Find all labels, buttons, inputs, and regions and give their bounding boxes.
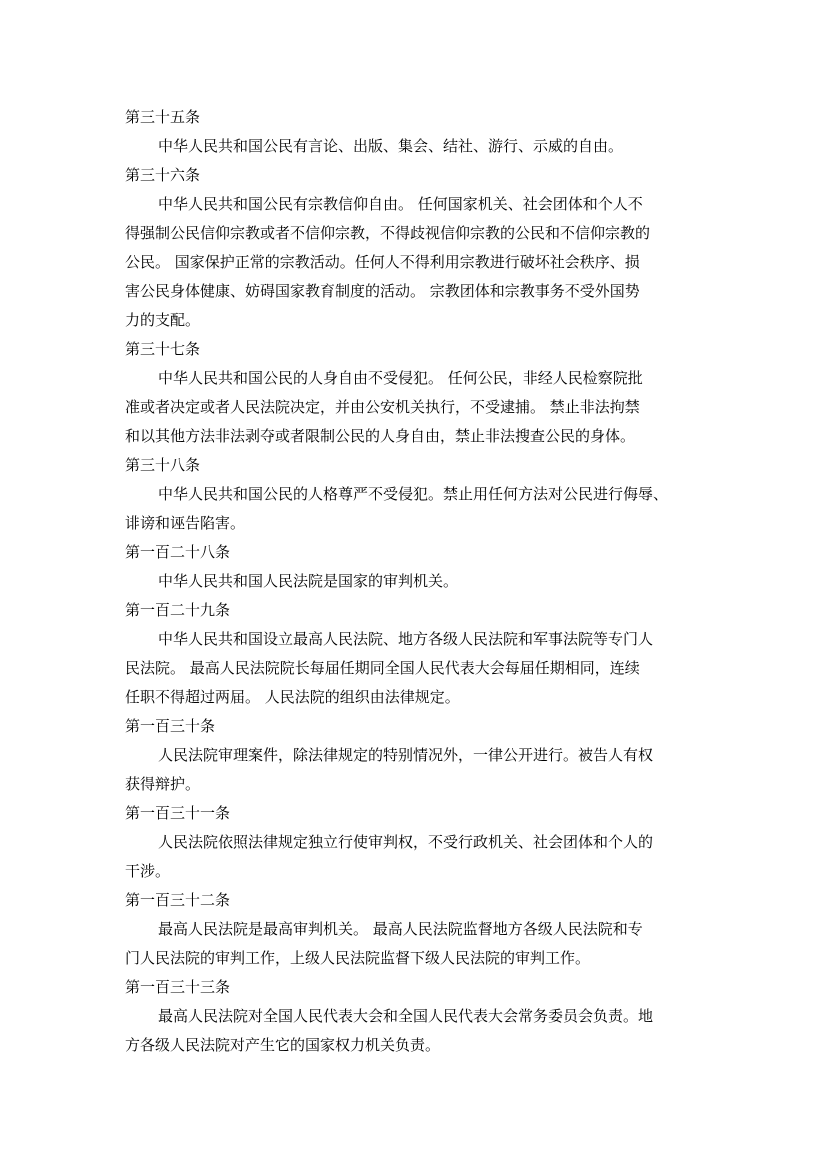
article-133 [125,973,705,1060]
article-38 [125,451,705,538]
article-heading: 第一百二十九条 [125,601,231,619]
article-130 [125,712,705,799]
article-text-line: 公民。 国家保护正常的宗教活动。任何人不得利用宗教进行破坏社会秩序、损 [125,253,640,271]
article-heading: 第三十五条 [125,108,201,126]
article-heading: 第三十六条 [125,166,201,184]
article-text-line: 人民法院依照法律规定独立行使审判权，不受行政机关、社会团体和个人的 [158,833,654,851]
article-37 [125,335,705,451]
article-129 [125,596,705,712]
article-heading: 第一百三十一条 [125,804,231,822]
article-35 [125,103,705,161]
article-text-line: 中华人民共和国人民法院是国家的审判机关。 [158,572,459,590]
article-text-line: 干涉。 [125,862,171,880]
article-text-line: 人民法院审理案件，除法律规定的特别情况外，一律公开进行。被告人有权 [158,746,654,764]
article-text-line: 民法院。 最高人民法院院长每届任期同全国人民代表大会每届任期相同，连续 [125,659,640,677]
article-text-line: 诽谤和诬告陷害。 [125,514,246,532]
article-text-line: 最高人民法院对全国人民代表大会和全国人民代表大会常务委员会负责。地 [158,1007,654,1025]
article-text-line: 害公民身体健康、妨碍国家教育制度的活动。 宗教团体和宗教事务不受外国势 [125,282,640,300]
article-heading: 第三十七条 [125,340,201,358]
article-36 [125,161,705,335]
article-text-line: 力的支配。 [125,311,201,329]
article-text-line: 和以其他方法非法剥夺或者限制公民的人身自由，禁止非法搜查公民的身体。 [125,427,636,445]
article-text-line: 中华人民共和国公民的人格尊严不受侵犯。禁止用任何方法对公民进行侮辱、 [158,485,669,503]
article-text-line: 中华人民共和国公民有言论、出版、集会、结社、游行、示威的自由。 [158,137,624,155]
article-heading: 第一百二十八条 [125,543,231,561]
document-page [125,103,705,1060]
article-text-line: 中华人民共和国公民有宗教信仰自由。 任何国家机关、社会团体和个人不 [158,195,643,213]
article-heading: 第三十八条 [125,456,201,474]
article-heading: 第一百三十条 [125,717,216,735]
article-text-line: 中华人民共和国设立最高人民法院、地方各级人民法院和军事法院等专门人 [158,630,654,648]
article-heading: 第一百三十二条 [125,891,231,909]
article-text-line: 得强制公民信仰宗教或者不信仰宗教，不得歧视信仰宗教的公民和不信仰宗教的 [125,224,651,242]
article-text-line: 门人民法院的审判工作，上级人民法院监督下级人民法院的审判工作。 [125,949,591,967]
article-text-line: 中华人民共和国公民的人身自由不受侵犯。 任何公民，非经人民检察院批 [158,369,643,387]
article-131 [125,799,705,886]
article-text-line: 最高人民法院是最高审判机关。 最高人民法院监督地方各级人民法院和专 [158,920,643,938]
article-text-line: 准或者决定或者人民法院决定，并由公安机关执行，不受逮捕。 禁止非法拘禁 [125,398,640,416]
article-128 [125,538,705,596]
article-heading: 第一百三十三条 [125,978,231,996]
article-text-line: 方各级人民法院对产生它的国家权力机关负责。 [125,1036,441,1054]
article-text-line: 获得辩护。 [125,775,201,793]
article-text-line: 任职不得超过两届。 人民法院的组织由法律规定。 [125,688,460,706]
article-132 [125,886,705,973]
